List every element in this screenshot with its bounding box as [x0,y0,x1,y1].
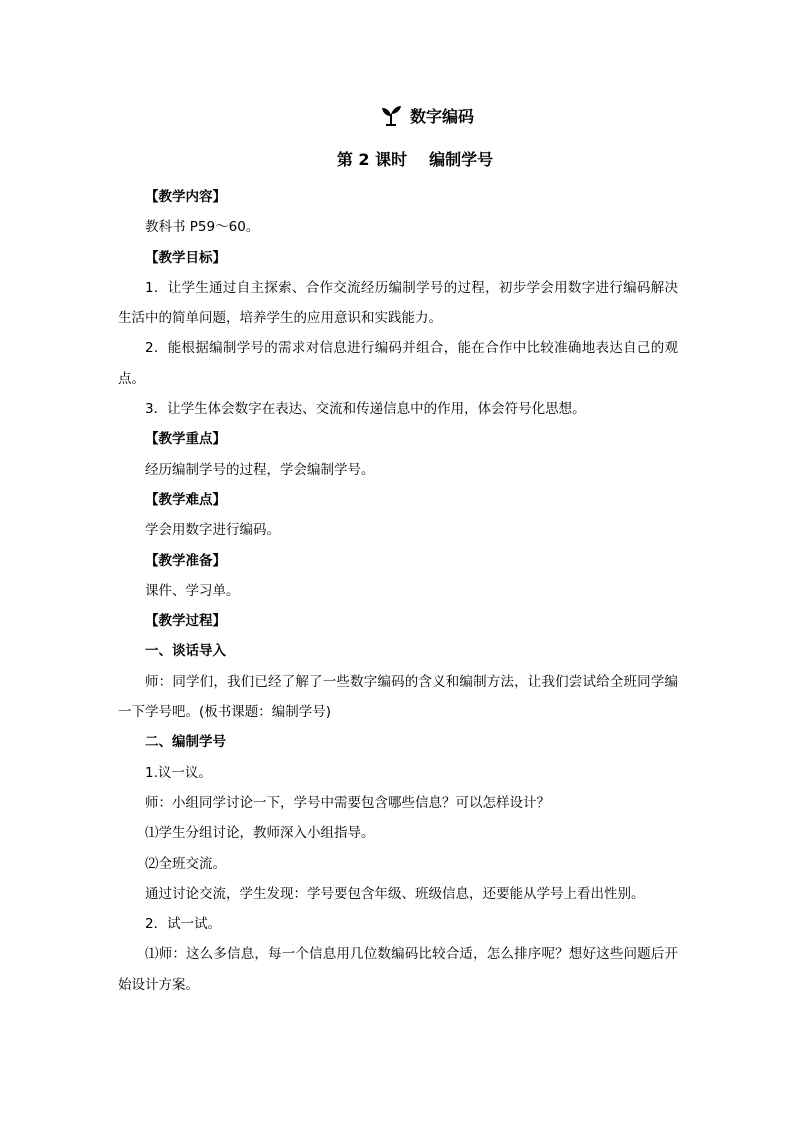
body-paragraph: 经历编制学号的过程，学会编制学号。 [145,461,375,478]
body-paragraph: 1．让学生通过自主探索、合作交流经历编制学号的过程，初步学会用数字进行编码解决生活中的简单问题，培养学生的应用意识和实践能力。 [118,279,678,327]
body-paragraph: 师：同学们，我们已经了解了一些数字编码的含义和编制方法，让我们尝试给全班同学编一下学号吧。(板书课题：编制学号) [118,673,678,721]
body-paragraph: ⑴师：这么多信息，每一个信息用几位数编码比较合适，怎么排序呢？想好这些问题后开始设计方案。 [118,946,678,993]
section-heading: 【教学目标】 [145,249,226,266]
body-paragraph: 2．试一试。 [145,916,222,933]
title-text: 数字编码 [409,107,474,126]
section-heading: 【教学过程】 [145,613,226,630]
body-paragraph: 师：小组同学讨论一下，学号中需要包含哪些信息？可以怎样设计？ [145,794,550,811]
sprout-icon [380,104,402,126]
body-paragraph: ⑵全班交流。 [145,855,226,872]
lesson-subtitle [0,148,794,172]
section-heading: 【教学准备】 [145,552,226,569]
body-paragraph: 通过讨论交流，学生发现：学号要包含年级、班级信息，还要能从学号上看出性别。 [145,885,645,902]
body-paragraph: 2．能根据编制学号的需求对信息进行编码并组合，能在合作中比较准确地表达自己的观点。 [118,340,678,387]
body-paragraph: 学会用数字进行编码。 [145,522,280,539]
body-paragraph: 课件、学习单。 [145,582,240,599]
lesson-number: 第 2 课时 [336,150,408,169]
section-heading: 一、谈话导入 [145,643,226,660]
body-paragraph: ⑴学生分组讨论，教师深入小组指导。 [145,825,375,842]
section-heading: 【教学内容】 [145,189,226,205]
lesson-body [118,182,678,1000]
lesson-title [0,104,794,129]
lesson-topic: 编制学号 [429,150,494,169]
body-paragraph: 3．让学生体会数字在表达、交流和传递信息中的作用，体会符号化思想。 [145,401,586,418]
section-heading: 【教学重点】 [145,431,226,448]
body-paragraph: 教科书 P59～60。 [145,219,260,236]
section-heading: 【教学难点】 [145,491,226,508]
body-paragraph: 1.议一议。 [145,764,212,781]
section-heading: 二、编制学号 [145,734,226,751]
